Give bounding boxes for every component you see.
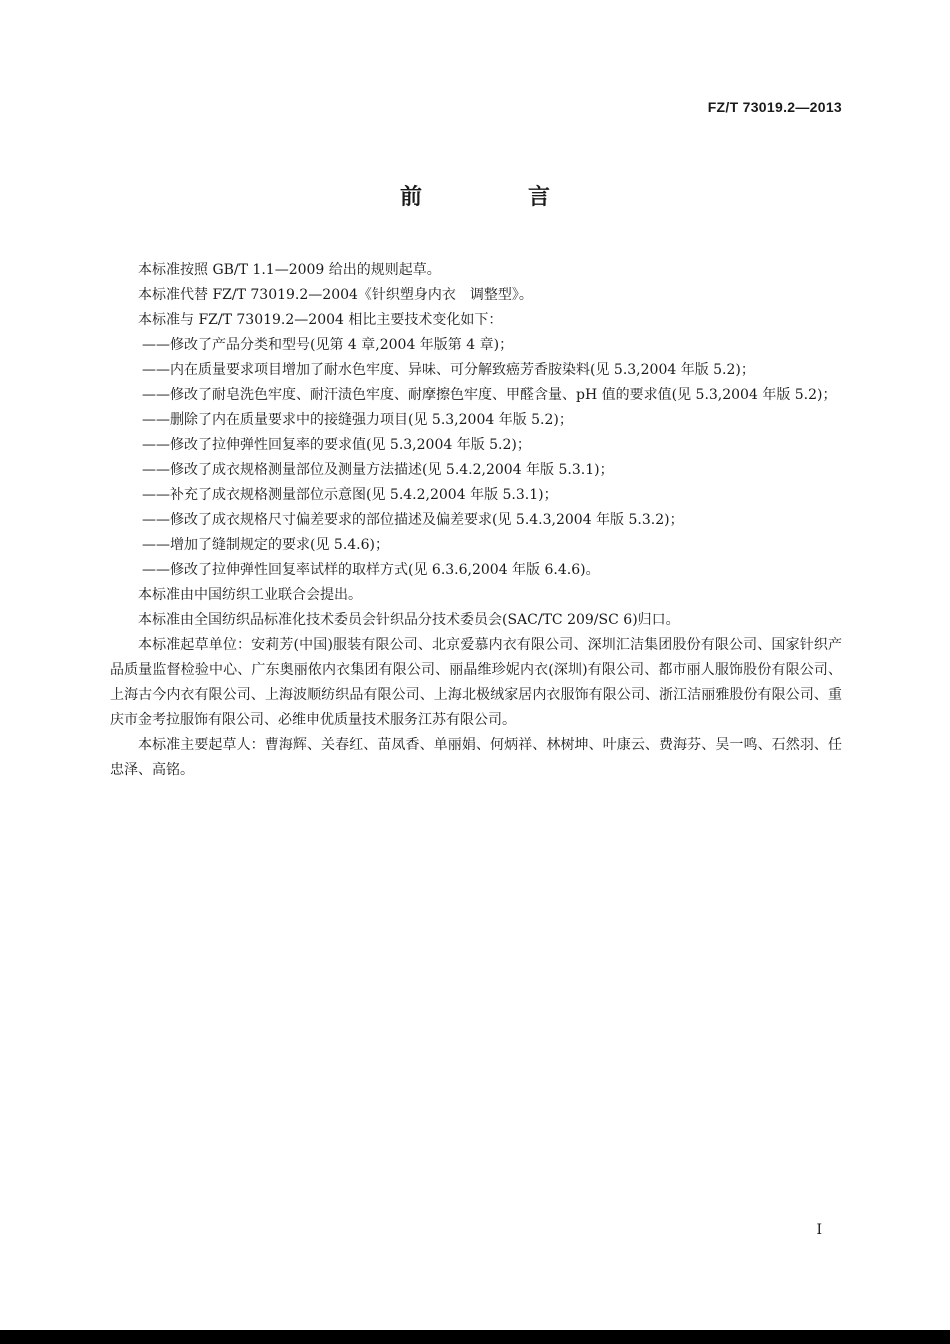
change-item: ——修改了耐皂洗色牢度、耐汗渍色牢度、耐摩擦色牢度、甲醛含量、pH 值的要求值(见 5.3,2004 年版 5.2)； — [142, 387, 837, 403]
change-item: ——修改了成衣规格尺寸偏差要求的部位描述及偏差要求(见 5.4.3,2004 年版 5.3.2)； — [142, 512, 684, 528]
change-item: ——补充了成衣规格测量部位示意图(见 5.4.2,2004 年版 5.3.1)； — [142, 487, 558, 503]
paragraph-drafting-rules: 本标准按照 GB/T 1.1—2009 给出的规则起草。 — [138, 262, 441, 278]
page-title: 前 言 — [399, 185, 592, 210]
change-item: ——修改了拉伸弹性回复率的要求值(见 5.3,2004 年版 5.2)； — [142, 437, 531, 453]
page-number: I — [816, 1222, 822, 1238]
change-item: ——修改了产品分类和型号(见第 4 章,2004 年版第 4 章)； — [142, 337, 514, 353]
paragraph-changes-intro: 本标准与 FZ/T 73019.2—2004 相比主要技术变化如下： — [138, 312, 503, 328]
change-item: ——增加了缝制规定的要求(见 5.4.6)； — [142, 537, 389, 553]
paragraph-replaces: 本标准代替 FZ/T 73019.2—2004《针织塑身内衣 调整型》。 — [138, 287, 533, 303]
paragraph-main-drafters: 本标准主要起草人：曹海辉、关春红、苗凤香、单丽娟、何炳祥、林树坤、叶康云、费海芬、吴一鸣、石然羽、任忠泽、高铭。 — [110, 737, 842, 778]
change-item: ——内在质量要求项目增加了耐水色牢度、异味、可分解致癌芳香胺染料(见 5.3,2004 年版 5.2)； — [142, 362, 755, 378]
change-item: ——修改了拉伸弹性回复率试样的取样方式(见 6.3.6,2004 年版 6.4.6)。 — [142, 562, 600, 578]
paragraph-drafting-units: 本标准起草单位：安莉芳(中国)服装有限公司、北京爱慕内衣有限公司、深圳汇洁集团股份有限公司、国家针织产品质量监督检验中心、广东奥丽侬内衣集团有限公司、丽晶维珍妮内衣(深圳)有限公司、都市丽人服饰股份有限公司、上海古今内衣有限公司、上海波顺纺织品有限公司、上海北极绒家居内衣服饰有限公司、浙江洁丽雅股份有限公司、重庆市金考拉服饰有限公司、必维申优质量技术服务江苏有限公司。 — [110, 637, 842, 728]
change-item: ——删除了内在质量要求中的接缝强力项目(见 5.3,2004 年版 5.2)； — [142, 412, 573, 428]
document-body — [110, 258, 842, 783]
bottom-border — [0, 1330, 950, 1344]
paragraph-proposed-by: 本标准由中国纺织工业联合会提出。 — [138, 587, 362, 603]
change-item: ——修改了成衣规格测量部位及测量方法描述(见 5.4.2,2004 年版 5.3.1)； — [142, 462, 614, 478]
paragraph-under-jurisdiction: 本标准由全国纺织品标准化技术委员会针织品分技术委员会(SAC/TC 209/SC 6)归口。 — [138, 612, 680, 628]
standard-code: FZ/T 73019.2—2013 — [707, 99, 842, 115]
